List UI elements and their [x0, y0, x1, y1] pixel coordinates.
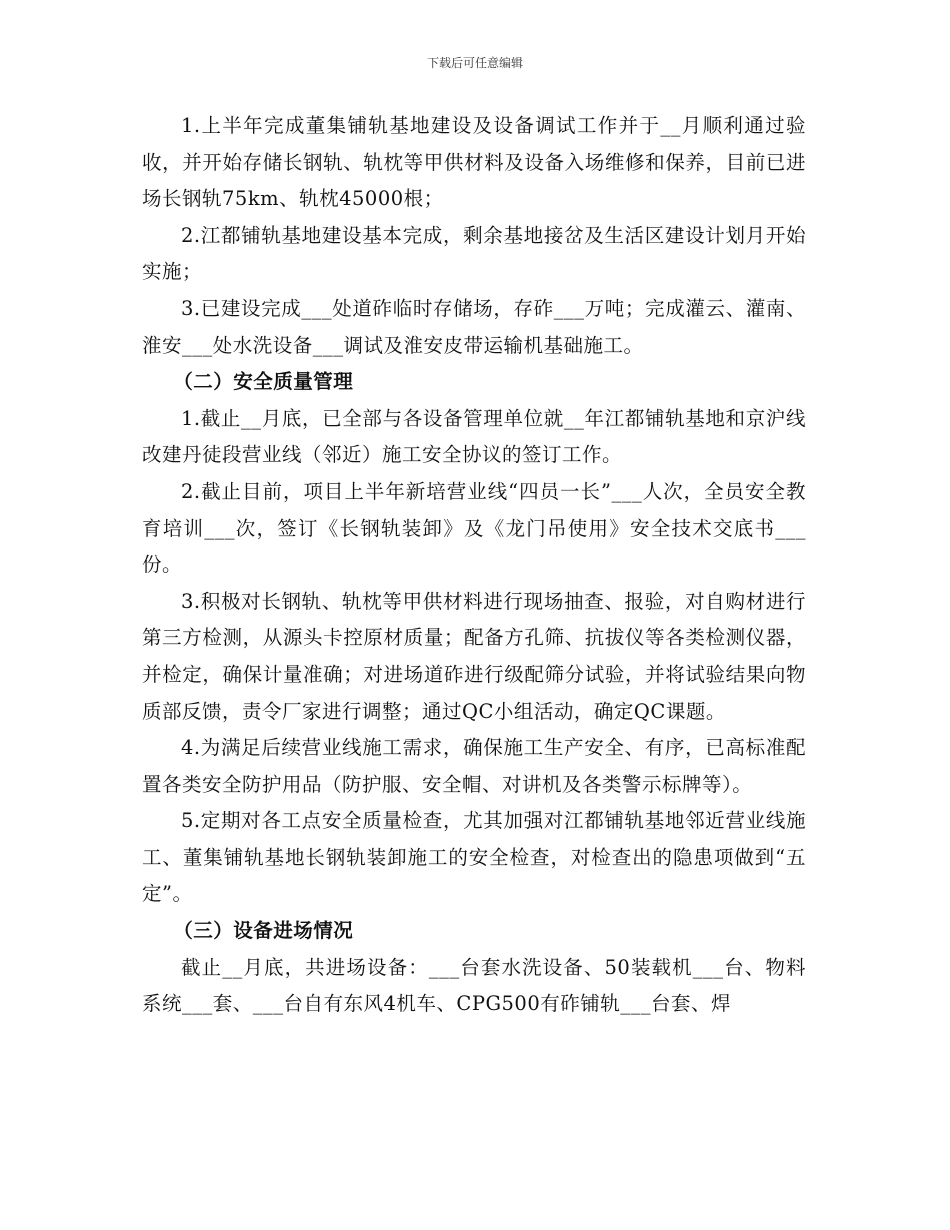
- paragraph-1-1: 1.上半年完成董集铺轨基地建设及设备调试工作并于__月顺利通过验收，并开始存储长钢轨、轨枕等甲供材料及设备入场维修和保养，目前已进场长钢轨75km、轨枕45000根；: [142, 114, 806, 211]
- paragraph-2-4: 4.为满足后续营业线施工需求，确保施工生产安全、有序，已高标准配置各类安全防护用品（防护服、安全帽、对讲机及各类警示标牌等）。: [142, 736, 806, 796]
- section-heading-equipment: （三）设备进场情况: [173, 919, 354, 943]
- paragraph-2-5: 5.定期对各工点安全质量检查，尤其加强对江都铺轨基地邻近营业线施工、董集铺轨基地长钢轨装卸施工的安全检查，对检查出的隐患项做到“五定”。: [142, 809, 806, 906]
- paragraph-2-2: 2.截止目前，项目上半年新培营业线“四员一长”___人次，全员安全教育培训___次，签订《长钢轨装卸》及《龙门吊使用》安全技术交底书___份。: [142, 479, 806, 577]
- document-body: [142, 108, 806, 1023]
- page-header-note: 下载后可任意编辑: [426, 56, 523, 70]
- paragraph-2-3: 3.积极对长钢轨、轨枕等甲供材料进行现场抽查、报验，对自购材进行第三方检测，从源头卡控原材质量；配备方孔筛、抗拔仪等各类检测仪器，并检定，确保计量准确；对进场道砟进行级配筛分试验，并将试验结果向物质部反馈，责令厂家进行调整；通过QC小组活动，确定QC课题。: [142, 589, 806, 723]
- paragraph-1-3: 3.已建设完成___处道砟临时存储场，存砟___万吨；完成灌云、灌南、淮安___处水洗设备___调试及淮安皮带运输机基础施工。: [142, 296, 806, 357]
- section-heading-safety-quality: （二）安全质量管理: [173, 370, 354, 394]
- paragraph-3-1: 截止__月底，共进场设备：___台套水洗设备、50装载机___台、物料系统___套、___台自有东风4机车、CPG500有砟铺轨___台套、焊: [142, 955, 806, 1016]
- paragraph-1-2: 2.江都铺轨基地建设基本完成，剩余基地接岔及生活区建设计划月开始实施；: [142, 223, 806, 284]
- paragraph-2-1: 1.截止__月底，已全部与各设备管理单位就__年江都铺轨基地和京沪线改建丹徒段营业线（邻近）施工安全协议的签订工作。: [142, 406, 806, 467]
